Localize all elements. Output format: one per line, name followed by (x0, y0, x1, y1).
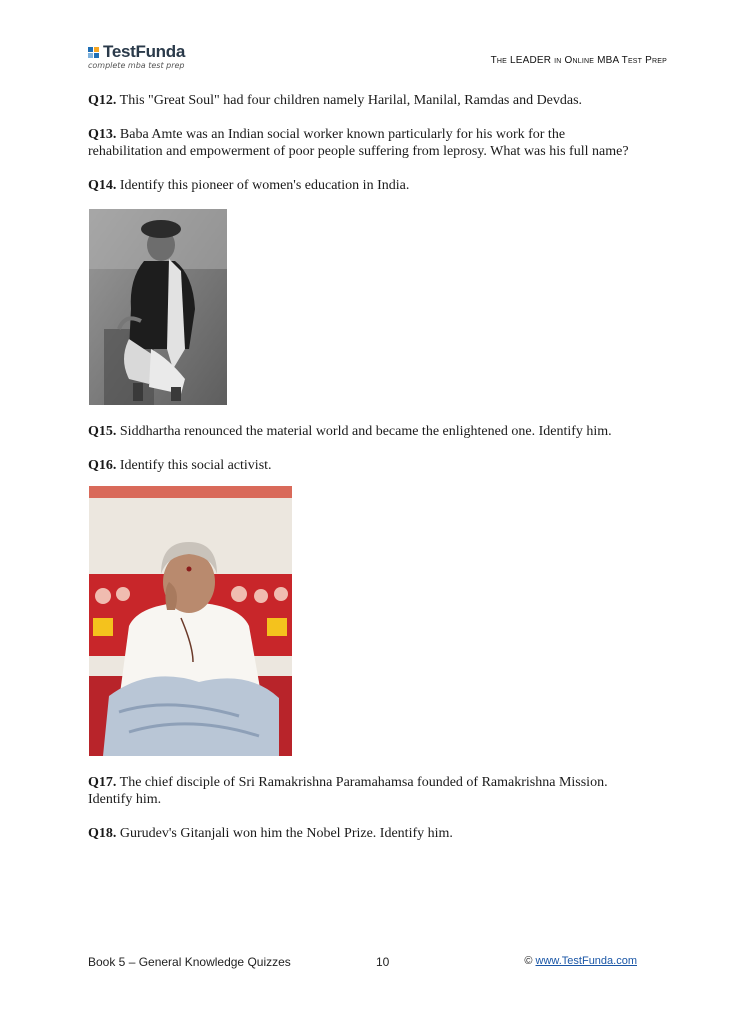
page-content (88, 92, 643, 859)
question-number: Q12. (88, 93, 117, 108)
question-17 (88, 774, 643, 808)
footer-website-link[interactable]: www.TestFunda.com (535, 955, 637, 967)
logo-grid-icon (88, 47, 100, 59)
question-text: Gurudev's Gitanjali won him the Nobel Prize. Identify him. (119, 826, 453, 841)
portrait-man-illustration (89, 209, 227, 405)
question-number: Q15. (88, 424, 117, 439)
question-number: Q16. (88, 458, 117, 473)
testfunda-logo[interactable] (88, 44, 198, 76)
question-18 (88, 825, 643, 842)
question-15 (88, 423, 643, 440)
question-text: This "Great Soul" had four children namely Harilal, Manilal, Ramdas and Devdas. (119, 93, 583, 108)
footer-copyright (524, 955, 637, 967)
header-tagline: The LEADER in Online MBA Test Prep (490, 55, 667, 66)
photo-pioneer-of-womens-education (89, 209, 227, 405)
question-number: Q14. (88, 178, 117, 193)
footer-book-title: Book 5 – General Knowledge Quizzes (88, 955, 291, 969)
question-14 (88, 177, 643, 194)
question-13 (88, 126, 643, 160)
question-text: The chief disciple of Sri Ramakrishna Paramahamsa founded of Ramakrishna Mission. Identify him. (88, 775, 608, 807)
question-text: Identify this social activist. (119, 458, 272, 473)
question-number: Q17. (88, 775, 117, 790)
page-footer (88, 955, 643, 975)
question-number: Q18. (88, 826, 117, 841)
logo-text: TestFunda (103, 42, 185, 61)
question-number: Q13. (88, 127, 117, 142)
question-16 (88, 457, 643, 474)
question-text: Identify this pioneer of women's education in India. (119, 178, 410, 193)
question-12 (88, 92, 643, 109)
question-text: Baba Amte was an Indian social worker known particularly for his work for the rehabilitation and empowerment of poor people suffering from leprosy. What was his full name? (88, 127, 629, 159)
portrait-woman-illustration (89, 486, 292, 756)
copyright-symbol: © (524, 955, 533, 967)
page-header (0, 0, 729, 80)
logo-tagline: complete mba test prep (88, 61, 185, 70)
photo-social-activist (89, 486, 292, 756)
question-text: Siddhartha renounced the material world and became the enlightened one. Identify him. (119, 424, 612, 439)
footer-page-number: 10 (376, 955, 390, 969)
